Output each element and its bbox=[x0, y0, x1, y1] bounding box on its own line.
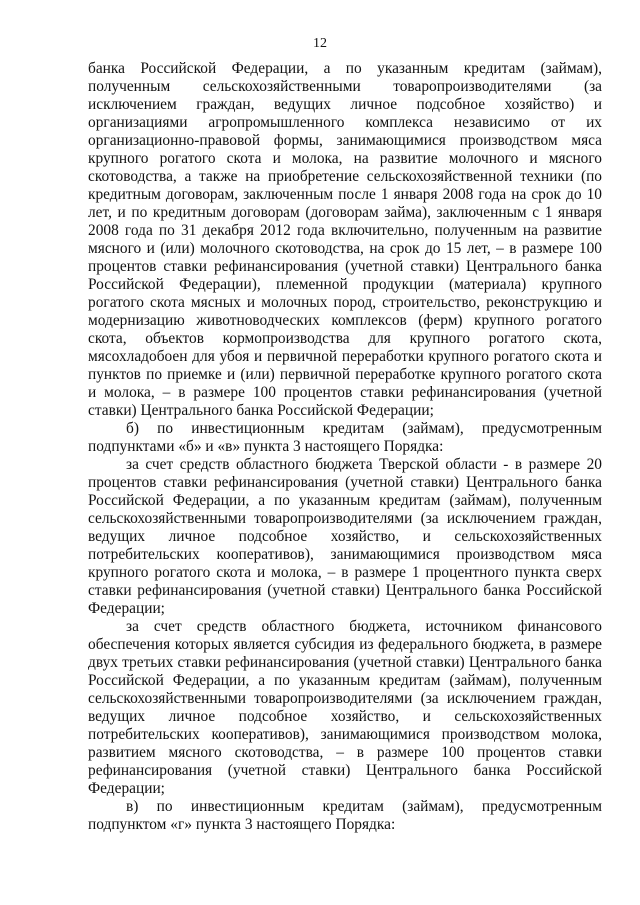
document-body bbox=[88, 60, 602, 834]
paragraph-item-b: б) по инвестиционным кредитам (займам), предусмотренным подпунктами «б» и «в» пункта 3 настоящего Порядка: bbox=[88, 420, 602, 455]
paragraph-federal-subsidy: за счет средств областного бюджета, источником финансового обеспечения которых является субсидия из федерального бюджета, в размере двух третьих ставки рефинансирования (учетной ставки) Центрального банка Российской Федерации, а по указанным кредитам (займам), полученным сельскохозяйственными товаропроизводителями (за исключением граждан, ведущих личное подсобное хозяйство, и сельскохозяйственных потребительских кооперативов), занимающимися производством молока, развитием мясного скотоводства, – в размере 100 процентов ставки рефинансирования (учетной ставки) Центрального банка Российской Федерации; bbox=[88, 618, 602, 797]
paragraph-regional-budget: за счет средств областного бюджета Тверской области - в размере 20 процентов ставки рефинансирования (учетной ставки) Центрального банка Российской Федерации, а по указанным кредитам (займам), полученным сельскохозяйственными товаропроизводителями (за исключением граждан, ведущих личное подсобное хозяйство, и сельскохозяйственных потребительских кооперативов), занимающимися производством мяса крупного рогатого скота и молока, – в размере 1 процентного пункта сверх ставки рефинансирования (учетной ставки) Центрального банка Российской Федерации; bbox=[88, 456, 602, 617]
paragraph-continuation: банка Российской Федерации, а по указанным кредитам (займам), полученным сельскохозяйственными товаропроизводителями (за исключением граждан, ведущих личное подсобное хозяйство) и организациями агропромышленного комплекса независимо от их организационно-правовой формы, занимающимися производством мяса крупного рогатого скота и молока, на развитие молочного и мясного скотоводства, а также на приобретение сельскохозяйственной техники (по кредитным договорам, заключенным после 1 января 2008 года на срок до 10 лет, и по кредитным договорам (договорам займа), заключенным с 1 января 2008 года по 31 декабря 2012 года включительно, полученным на развитие мясного и (или) молочного скотоводства, на срок до 15 лет, – в размере 100 процентов ставки рефинансирования (учетной ставки) Центрального банка Российской Федерации), племенной продукции (материала) крупного рогатого скота мясных и молочных пород, строительство, реконструкцию и модернизацию животноводческих комплексов (ферм) крупного рогатого скота, объектов кормопроизводства для крупного рогатого скота, мясохладобоен для убоя и первичной переработки крупного рогатого скота и пунктов по приемке и (или) первичной переработке крупного рогатого скота и молока, – в размере 100 процентов ставки рефинансирования (учетной ставки) Центрального банка Российской Федерации; bbox=[88, 60, 602, 419]
page-number: 12 bbox=[313, 36, 327, 51]
paragraph-item-v: в) по инвестиционным кредитам (займам), предусмотренным подпунктом «г» пункта 3 настоящего Порядка: bbox=[88, 798, 602, 833]
